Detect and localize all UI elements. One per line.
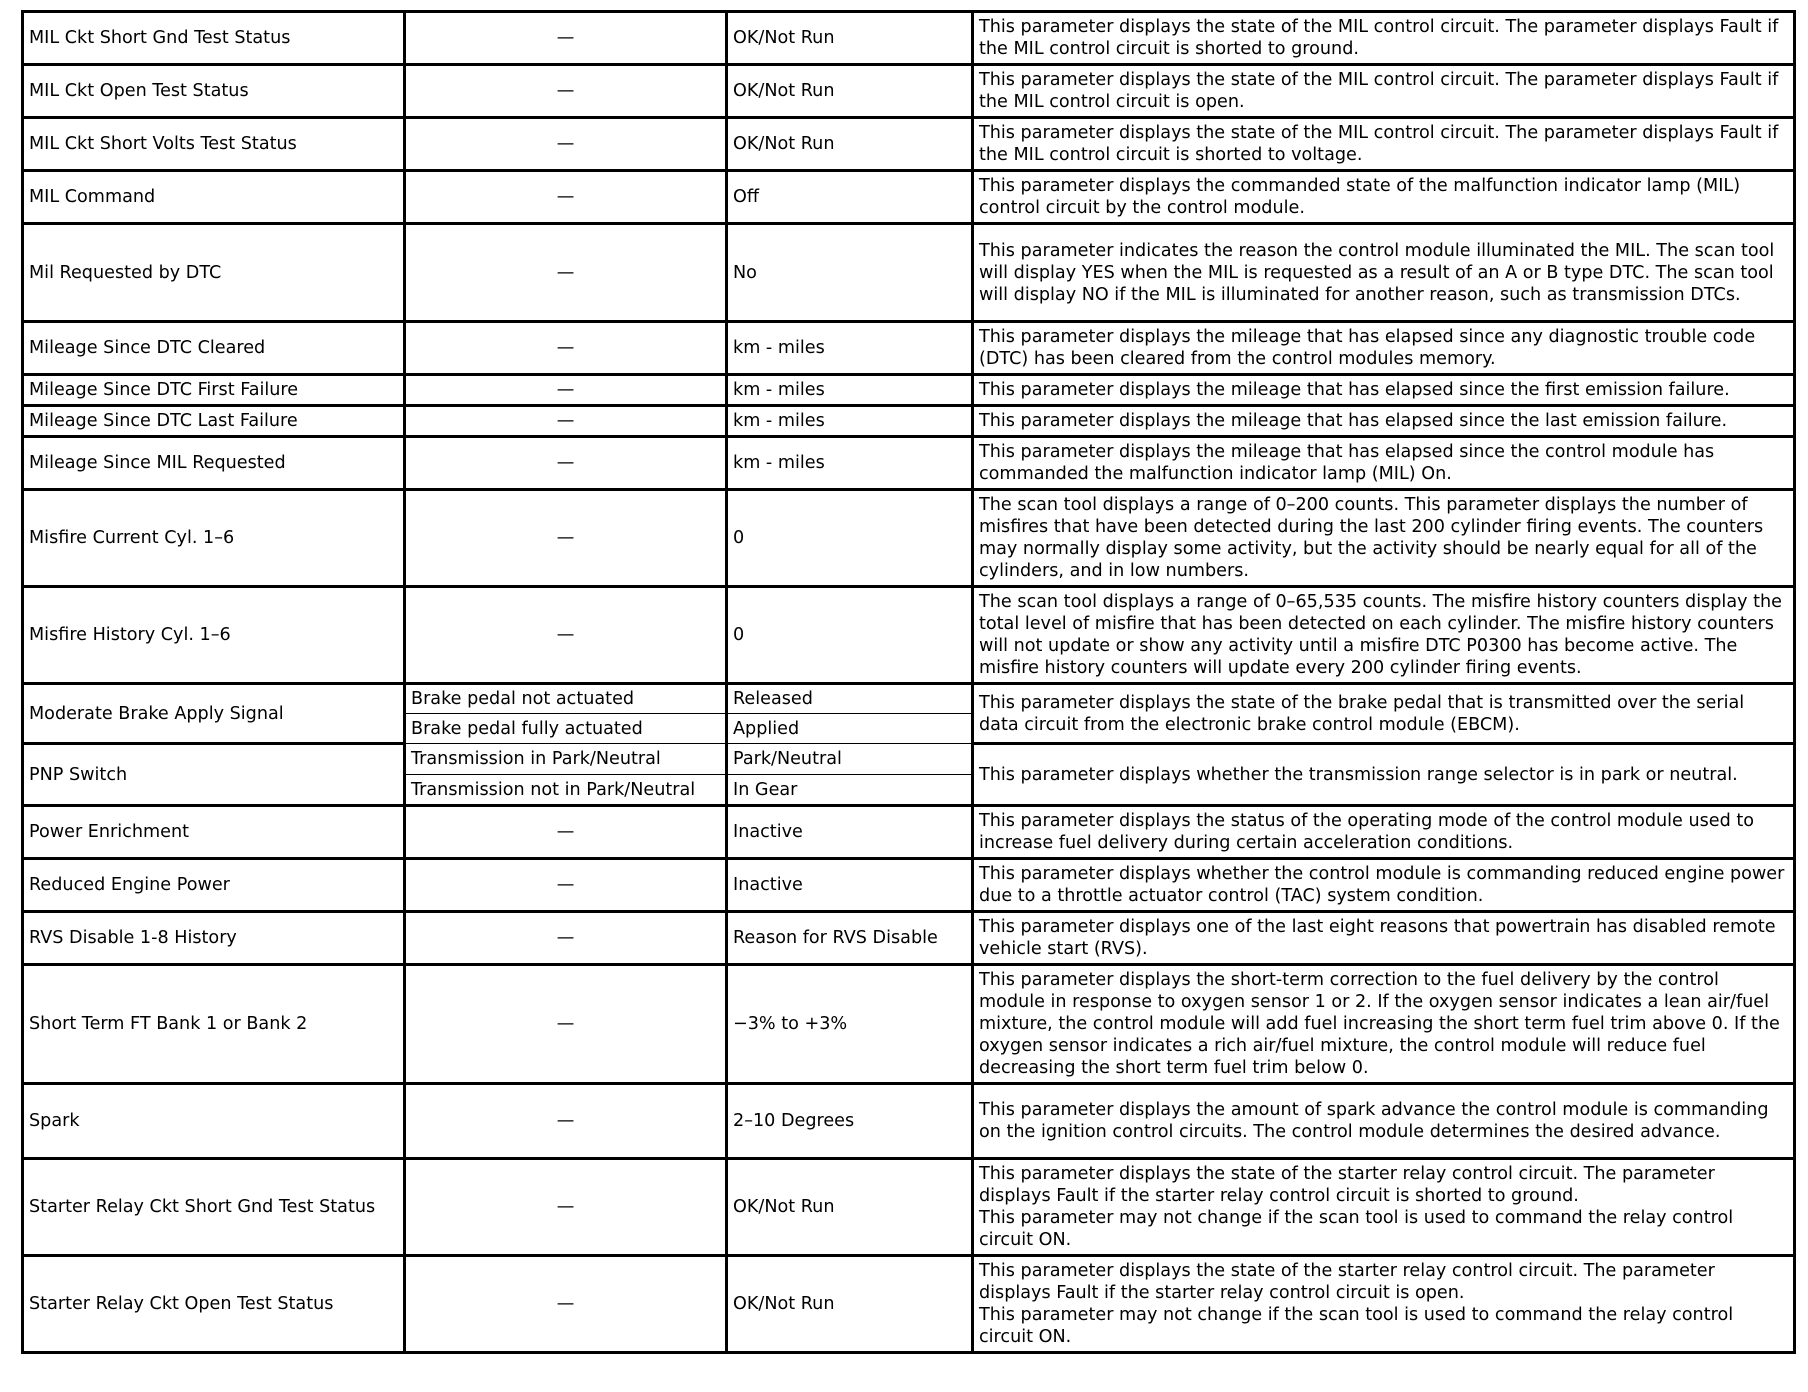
- param-condition: —: [405, 406, 727, 437]
- param-name: MIL Ckt Open Test Status: [23, 65, 405, 118]
- param-value: OK/Not Run: [727, 1256, 973, 1353]
- param-condition: —: [405, 322, 727, 375]
- param-name: PNP Switch: [23, 744, 405, 806]
- param-name: Starter Relay Ckt Open Test Status: [23, 1256, 405, 1353]
- param-description: [973, 1256, 1795, 1353]
- param-condition: —: [405, 490, 727, 587]
- param-condition: —: [405, 1159, 727, 1256]
- table-row: [23, 490, 1795, 587]
- param-value: km - miles: [727, 437, 973, 490]
- param-condition: —: [405, 859, 727, 912]
- description-line: This parameter may not change if the scan tool is used to command the relay control circuit ON.: [979, 1305, 1734, 1347]
- param-condition: Brake pedal fully actuated: [405, 714, 727, 744]
- param-name: MIL Ckt Short Volts Test Status: [23, 118, 405, 171]
- table-row: [23, 744, 1795, 775]
- param-description: [973, 322, 1795, 375]
- description-line: This parameter displays the state of the MIL control circuit. The parameter displays Fault if the MIL control circuit is open.: [979, 70, 1779, 112]
- description-line: This parameter displays the mileage that has elapsed since the control module has commanded the malfunction indicator lamp (MIL) On.: [979, 442, 1715, 484]
- param-condition: —: [405, 1084, 727, 1159]
- param-description: [973, 65, 1795, 118]
- param-description: [973, 437, 1795, 490]
- param-name: Misfire Current Cyl. 1–6: [23, 490, 405, 587]
- description-line: This parameter displays the commanded state of the malfunction indicator lamp (MIL) control circuit by the control module.: [979, 176, 1741, 218]
- param-value: km - miles: [727, 322, 973, 375]
- param-condition: —: [405, 965, 727, 1084]
- description-line: This parameter may not change if the scan tool is used to command the relay control circuit ON.: [979, 1208, 1734, 1250]
- param-description: [973, 587, 1795, 684]
- description-line: This parameter displays one of the last eight reasons that powertrain has disabled remote vehicle start (RVS).: [979, 917, 1776, 959]
- param-condition: —: [405, 171, 727, 224]
- description-line: This parameter displays whether the control module is commanding reduced engine power due to a throttle actuator control (TAC) system condition.: [979, 864, 1785, 906]
- param-name: Short Term FT Bank 1 or Bank 2: [23, 965, 405, 1084]
- description-line: This parameter displays the short-term correction to the fuel delivery by the control module in response to oxygen sensor 1 or 2. If the oxygen sensor indicates a lean air/fuel mixture, the control module will add fuel increasing the short term fuel trim above 0. If the oxygen sensor indicates a rich air/fuel mixture, the control module will reduce fuel decreasing the short term fuel trim below 0.: [979, 970, 1780, 1078]
- param-value: Park/Neutral: [727, 744, 973, 775]
- param-condition: —: [405, 1256, 727, 1353]
- table-row: [23, 1159, 1795, 1256]
- description-line: This parameter displays the state of the starter relay control circuit. The parameter displays Fault if the starter relay control circuit is open.: [979, 1261, 1715, 1303]
- param-description: [973, 965, 1795, 1084]
- table-row: [23, 684, 1795, 714]
- table-row: [23, 65, 1795, 118]
- param-value: Inactive: [727, 859, 973, 912]
- param-condition: —: [405, 437, 727, 490]
- param-value: No: [727, 224, 973, 322]
- param-condition: —: [405, 12, 727, 65]
- param-condition: —: [405, 224, 727, 322]
- param-value: OK/Not Run: [727, 65, 973, 118]
- description-line: This parameter displays the state of the brake pedal that is transmitted over the serial data circuit from the electronic brake control module (EBCM).: [979, 692, 1745, 735]
- description-line: This parameter displays the amount of spark advance the control module is commanding on the ignition control circuits. The control module determines the desired advance.: [979, 1100, 1769, 1142]
- param-value: 0: [727, 587, 973, 684]
- param-description: [973, 744, 1795, 806]
- param-condition: Transmission not in Park/Neutral: [405, 775, 727, 806]
- param-name: Mileage Since DTC Cleared: [23, 322, 405, 375]
- param-name: Spark: [23, 1084, 405, 1159]
- description-line: This parameter displays the state of the MIL control circuit. The parameter displays Fault if the MIL control circuit is shorted to voltage.: [979, 123, 1779, 165]
- param-value: Released: [727, 684, 973, 714]
- description-line: This parameter displays the state of the MIL control circuit. The parameter displays Fault if the MIL control circuit is shorted to ground.: [979, 17, 1779, 59]
- parameter-table: [21, 10, 1796, 1354]
- param-description: [973, 118, 1795, 171]
- param-value: Applied: [727, 714, 973, 744]
- param-condition: —: [405, 912, 727, 965]
- param-description: [973, 859, 1795, 912]
- param-name: MIL Ckt Short Gnd Test Status: [23, 12, 405, 65]
- table-row: [23, 322, 1795, 375]
- param-description: [973, 375, 1795, 406]
- param-value: Reason for RVS Disable: [727, 912, 973, 965]
- param-value: OK/Not Run: [727, 118, 973, 171]
- param-name: Starter Relay Ckt Short Gnd Test Status: [23, 1159, 405, 1256]
- param-condition: Transmission in Park/Neutral: [405, 744, 727, 775]
- param-name: Power Enrichment: [23, 806, 405, 859]
- table-row: [23, 437, 1795, 490]
- param-name: Mileage Since DTC Last Failure: [23, 406, 405, 437]
- param-name: RVS Disable 1-8 History: [23, 912, 405, 965]
- param-value: 0: [727, 490, 973, 587]
- table-row: [23, 912, 1795, 965]
- table-row: [23, 859, 1795, 912]
- param-description: [973, 171, 1795, 224]
- param-value: OK/Not Run: [727, 1159, 973, 1256]
- table-row: [23, 1256, 1795, 1353]
- param-value: Inactive: [727, 806, 973, 859]
- param-value: km - miles: [727, 406, 973, 437]
- description-line: This parameter displays the mileage that has elapsed since the last emission failure.: [979, 411, 1728, 431]
- param-condition: —: [405, 118, 727, 171]
- param-name: Mileage Since DTC First Failure: [23, 375, 405, 406]
- param-condition: Brake pedal not actuated: [405, 684, 727, 714]
- param-name: Mileage Since MIL Requested: [23, 437, 405, 490]
- param-name: Misfire History Cyl. 1–6: [23, 587, 405, 684]
- table-row: [23, 375, 1795, 406]
- description-line: This parameter displays the state of the starter relay control circuit. The parameter displays Fault if the starter relay control circuit is shorted to ground.: [979, 1164, 1715, 1206]
- param-condition: —: [405, 806, 727, 859]
- param-condition: —: [405, 587, 727, 684]
- param-description: [973, 1159, 1795, 1256]
- param-value: Off: [727, 171, 973, 224]
- param-name: Reduced Engine Power: [23, 859, 405, 912]
- param-value: In Gear: [727, 775, 973, 806]
- description-line: The scan tool displays a range of 0–65,535 counts. The misfire history counters display the total level of misfire that has been detected on each cylinder. The misfire history counters will not update or show any activity until a misfire DTC P0300 has become active. The misfire history counters will update every 200 cylinder firing events.: [979, 592, 1782, 678]
- param-value: −3% to +3%: [727, 965, 973, 1084]
- param-condition: —: [405, 375, 727, 406]
- description-line: This parameter displays the mileage that has elapsed since any diagnostic trouble code (DTC) has been cleared from the control modules memory.: [979, 327, 1756, 369]
- description-line: This parameter displays the status of the operating mode of the control module used to increase fuel delivery during certain acceleration conditions.: [979, 811, 1755, 853]
- param-description: [973, 406, 1795, 437]
- param-value: km - miles: [727, 375, 973, 406]
- param-name: Mil Requested by DTC: [23, 224, 405, 322]
- description-line: This parameter displays the mileage that has elapsed since the first emission failure.: [979, 380, 1730, 400]
- param-description: [973, 224, 1795, 322]
- param-value: 2–10 Degrees: [727, 1084, 973, 1159]
- param-description: [973, 490, 1795, 587]
- description-line: This parameter displays whether the transmission range selector is in park or neutral.: [979, 764, 1738, 785]
- table-row: [23, 965, 1795, 1084]
- param-description: [973, 806, 1795, 859]
- param-description: [973, 912, 1795, 965]
- param-name: Moderate Brake Apply Signal: [23, 684, 405, 744]
- table-row: [23, 12, 1795, 65]
- table-row: [23, 406, 1795, 437]
- param-value: OK/Not Run: [727, 12, 973, 65]
- param-description: [973, 1084, 1795, 1159]
- table-row: [23, 1084, 1795, 1159]
- param-name: MIL Command: [23, 171, 405, 224]
- description-line: The scan tool displays a range of 0–200 counts. This parameter displays the number of misfires that have been detected during the last 200 cylinder firing events. The counters may normally display some activity, but the activity should be nearly equal for all of the cylinders, and in low numbers.: [979, 495, 1764, 581]
- table-row: [23, 118, 1795, 171]
- table-row: [23, 587, 1795, 684]
- param-description: [973, 684, 1795, 744]
- param-condition: —: [405, 65, 727, 118]
- table-row: [23, 171, 1795, 224]
- description-line: This parameter indicates the reason the control module illuminated the MIL. The scan tool will display YES when the MIL is requested as a result of an A or B type DTC. The scan tool will display NO if the MIL is illuminated for another reason, such as transmission DTCs.: [979, 240, 1775, 305]
- table-row: [23, 806, 1795, 859]
- table-row: [23, 224, 1795, 322]
- param-description: [973, 12, 1795, 65]
